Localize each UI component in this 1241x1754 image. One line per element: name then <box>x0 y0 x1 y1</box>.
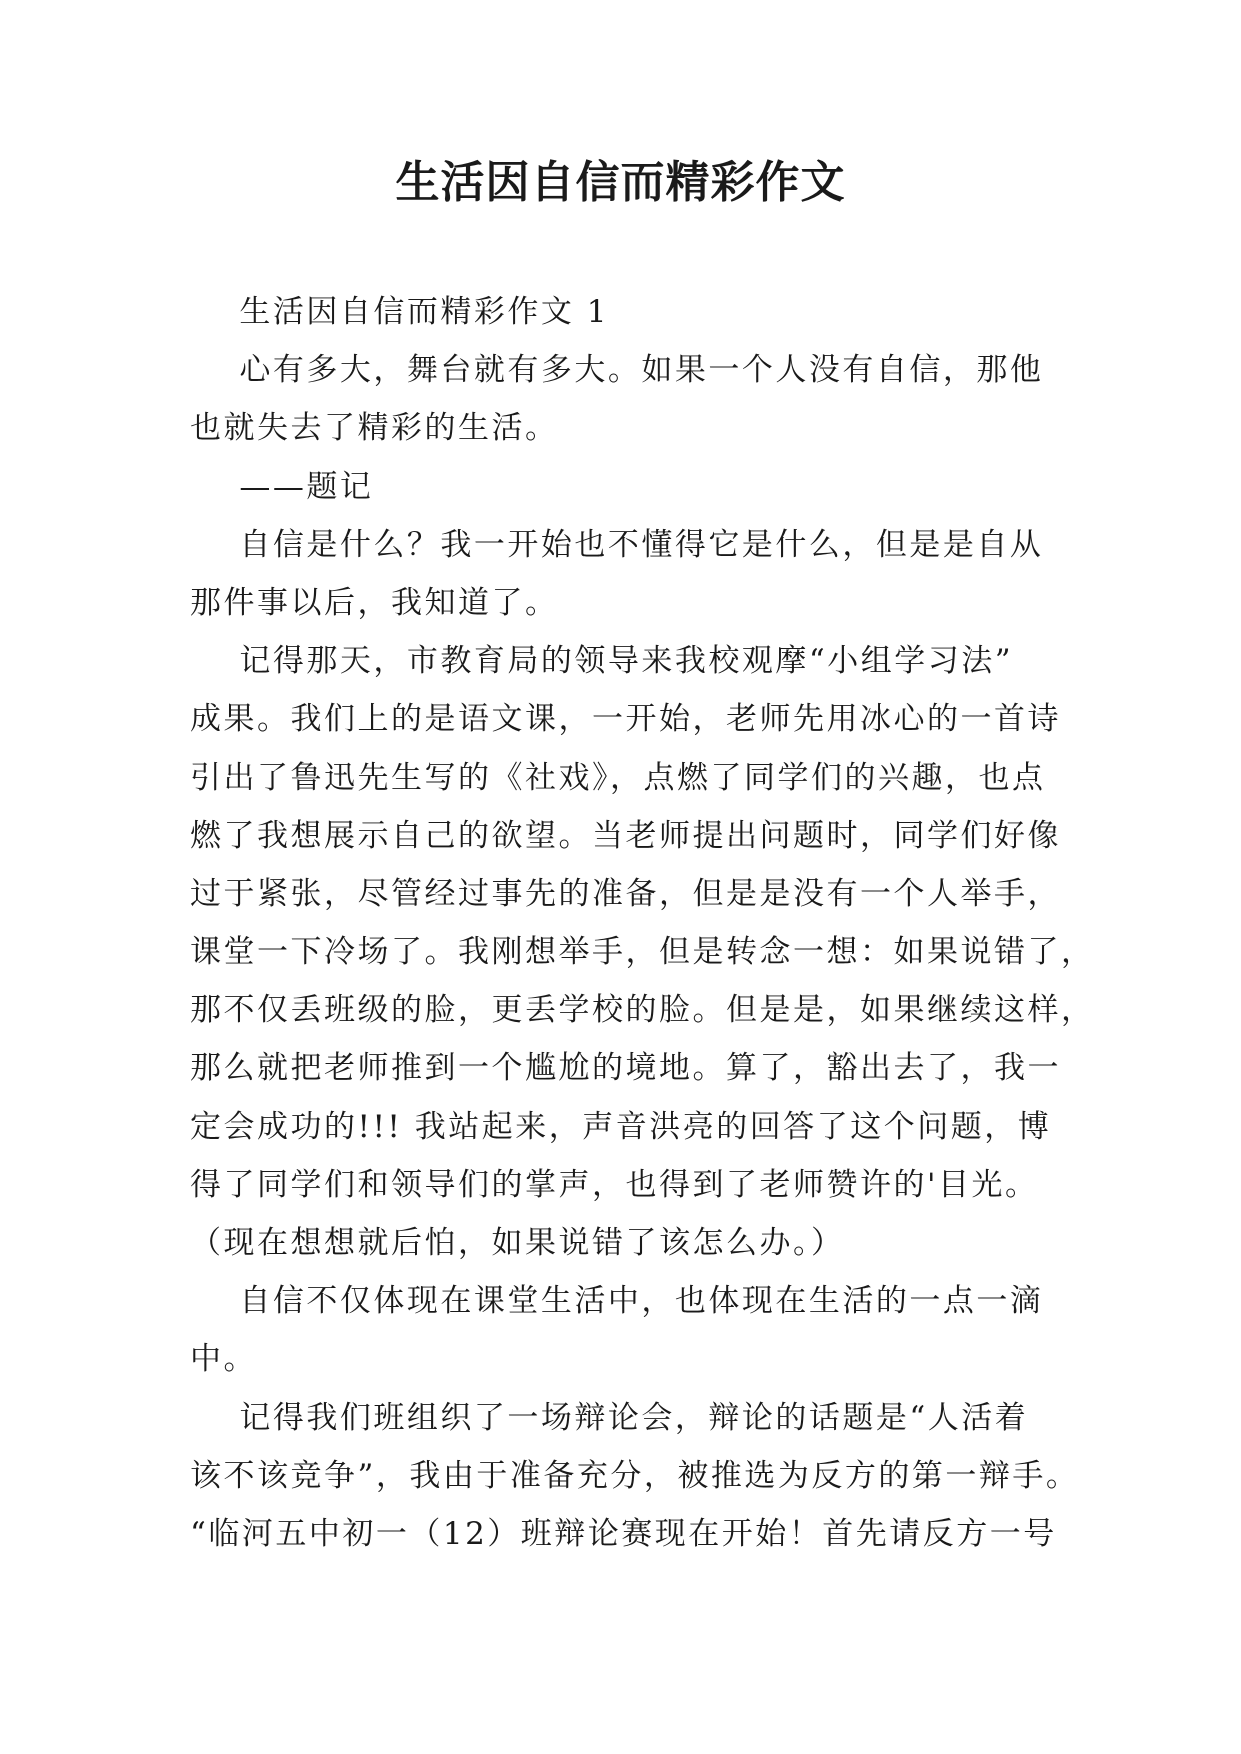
text-line: 过于紧张，尽管经过事先的准备，但是是没有一个人举手， <box>190 875 1061 912</box>
text-line: 那件事以后，我知道了。 <box>190 584 559 621</box>
text-line: 记得那天，市教育局的领导来我校观摩“小组学习法” <box>190 643 1014 680</box>
text-line: 该不该竞争”，我由于准备充分，被推选为反方的第一辩手。 <box>190 1457 1080 1494</box>
document-body <box>190 283 1095 1563</box>
text-line: 中。 <box>190 1341 257 1378</box>
text-line: “临河五中初一（12）班辩论赛现在开始！首先请反方一号 <box>190 1515 1057 1552</box>
text-line: （现在想想就后怕，如果说错了该怎么办。） <box>190 1225 845 1261</box>
text-line: 得了同学们和领导们的掌声，也得到了老师赞许的'目光。 <box>190 1166 1039 1203</box>
text-line: 自信不仅体现在课堂生活中，也体现在生活的一点一滴 <box>190 1283 1044 1320</box>
text-line: 自信是什么？我一开始也不懂得它是什么，但是是自从 <box>190 526 1044 563</box>
text-line: 引出了鲁迅先生写的《社戏》，点燃了同学们的兴趣，也点 <box>190 759 1046 796</box>
text-line: 那么就把老师推到一个尴尬的境地。算了，豁出去了，我一 <box>190 1050 1061 1087</box>
text-line: 燃了我想展示自己的欲望。当老师提出问题时，同学们好像 <box>190 817 1061 854</box>
text-line: ——题记 <box>190 468 374 505</box>
text-line: 那不仅丢班级的脸，更丢学校的脸。但是是，如果继续这样， <box>190 992 1095 1029</box>
text-line: 也就失去了精彩的生活。 <box>190 410 559 447</box>
text-line: 心有多大，舞台就有多大。如果一个人没有自信，那他 <box>190 352 1044 389</box>
text-line: 生活因自信而精彩作文 1 <box>190 294 609 330</box>
text-line: 定会成功的!!! 我站起来，声音洪亮的回答了这个问题，博 <box>190 1108 1052 1145</box>
text-line: 成果。我们上的是语文课，一开始，老师先用冰心的一首诗 <box>190 701 1061 738</box>
document-title: 生活因自信而精彩作文 <box>395 157 846 208</box>
text-line: 记得我们班组织了一场辩论会，辩论的话题是“人活着 <box>190 1399 1029 1436</box>
text-line: 课堂一下冷场了。我刚想举手，但是转念一想：如果说错了， <box>190 934 1095 971</box>
